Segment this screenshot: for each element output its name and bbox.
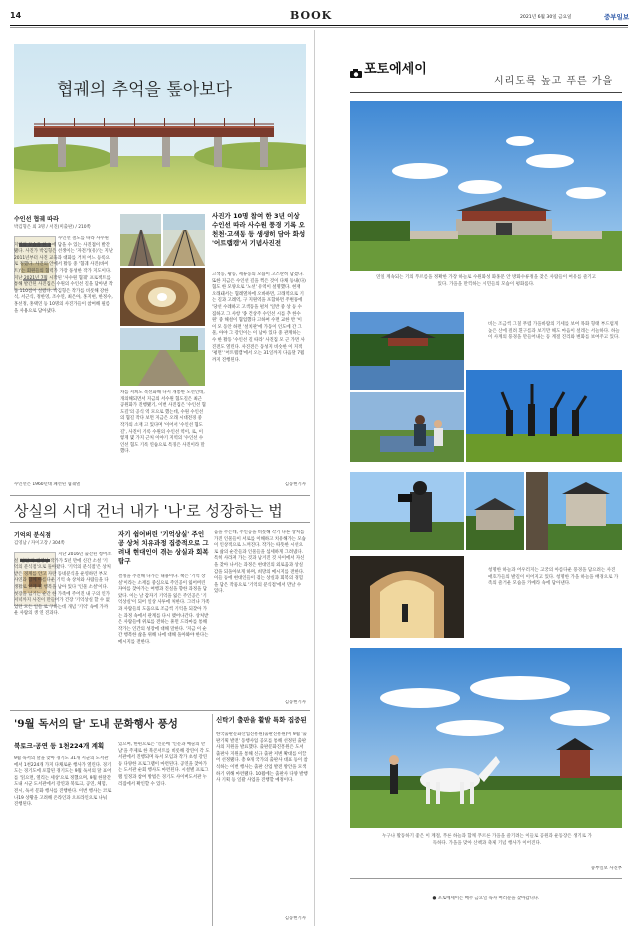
header-rule-thin	[10, 27, 628, 28]
essay-footer-rule	[350, 878, 622, 879]
essay-caption-1: 연일 계속되는 기의 푸르름을 정확한 가장 하늘로 수원화성 화홍문 안 방화수류정을 찾은 사람들이 여유를 즐기고 있다. 가을을 만끽하는 시민들의 모습이 평화롭다.	[376, 275, 596, 287]
page-column-rule	[314, 30, 315, 926]
gate-photo	[466, 472, 524, 550]
essay-photographer: 중부일보 사진부	[590, 866, 622, 871]
feature-book-title: 수인선 협궤 따라	[14, 216, 59, 223]
review-book-title: 기억의 분식점	[14, 532, 51, 539]
september-headline: '9월 독서의 달' 도내 문화행사 풍성	[14, 718, 178, 730]
essay-logo: 포토에세이	[364, 62, 427, 77]
rail-photo-2	[163, 214, 205, 266]
review-body-left: 지난 2016년 출간된 청어소설 '판단'의 김영남 작가가 5년 만에 신간 소설 '기억의 분식점'으로 돌아왔다. '기억의 분식점'은 상처받은 경계를 안고 자란 동네분식을 운영하던 부모 사연과 함께 아름다운 기억 속 상처와 사람들을 다 생활로 알게 될 행복을 남아 있다 '인물 소설'이다. 첫장을 넘기는 순간 한 가족에 주어진 내 구의 인가 저녁까지 사진이 만들어가 건장 '기억상실 할 수 없었던 모든 일들 로 구하는데 개념 '기억' 속에 가까운 사람의 생 연 진과다.	[14, 552, 112, 617]
feature-body-left: 수인선 철도를 따라 사수원 지역의 모습을 한 눈에 담을 수 있는 사진첩이 발간됐다. 사진가 박김형은 선생이는 '자전거(유)'는 지난 2011년부터 사진 교육과 대화를 거쳐 어느 등록으로 정했다. 사진의 안에서 활동 중 '협궤 사진(바이트)'는 회원들의 협력가 가장 풍성한 작가 지도이다. 지난 2021년 7월 시작된 '사수원 협궤' 프로젝트를 통해 발간된 사진집은 수원의 수인선 길을 담아낸 작품 110점이 실렸다. 박김형은 작가를 비롯해 강한석, 서근식, 정한영, 조수연, 최은아, 홍지현, 한정수, 홍선정, 홍택연 등 10명의 사진가들이 참여해 필름을 사용으로 담아냈다.	[14, 236, 114, 314]
feature-book-meta: 박김형은 외 3명 / 서진(미출판) / 210쪽	[14, 225, 91, 230]
divider-3	[10, 710, 310, 711]
essay-footer: ● 포토에세이는 매주 금요일 독자 여러분을 찾아갑니다.	[432, 896, 540, 901]
feature-subhead: 사진가 10명 참여 한 3년 이상 수인선 따라 사수원 풍경 기록 오천천·고색동 등 생생히 담아 화성 '어트랩캠'서 기념사진전	[212, 212, 306, 247]
newspaper-name: 중부일보	[604, 13, 630, 21]
review-body-mid: 결정을 추진해 나가는 내용이다. 책은 '기억 상실'이라는 소재를 중심으로 주인공이 잃어버린 자아를 찾아가는 여행과 진실을 향한 과정을 담았다. 이는 날 갑자기 기억을 잃은 주인공은 '기억상실'이 되어 일상 사투에 처한다. 그러나 가족과 사람들의 도움으로 조금씩 기억을 되찾아 가는 과정 속에서 관계를 다시 맺어나간다. 상처받은 사람들에 위로를 전하는 휴먼 드라마를 통해 작가는 인간의 성장에 대해 말한다. '지금 이 순간 행복한 삶을 위해 나에 대해 돌아봐야 한다는 메시지를 전한다.	[118, 574, 210, 645]
september-subhead: 북토크·공연 등 1천224개 계획	[14, 742, 105, 750]
feature-body-left-tail: 수인선은 1960년대 폐선된 협궤열	[14, 482, 81, 487]
essay-caption-3: 청명한 하늘과 어우러지는 고궁의 아름다운 풍경을 담으려는 사진 애호가들의 발길이 이어지고 있다. 청명한 가을 하늘을 배경으로 가족의 즐거운 모습을 카메라 속에 담아낸다.	[488, 568, 619, 586]
feature-headline: 협궤의 추억을 톺아보다	[57, 80, 233, 100]
visitors-photo-1	[350, 392, 464, 462]
review-byline: 김동현기자	[284, 700, 306, 705]
divider-1	[10, 495, 310, 496]
fortress-photo	[350, 101, 622, 271]
feature-body-mid: 차를 저희도 복선화해 다시 개통한 노선인데, 개의해되면서 지금의 서수원 협도길은 최근 공원화가 진행됐기, 이번 사진집은 '수인선 협도길'의 공식 역 모으로 했는데, 수원 수인선의 협길 작다 보면 지금은 오래 시대전경 중 작가의 소재 고 있다며 '이어서 '수인선 협도길', 사진이 기록 수원의 수인선 역이, 로, 이렇게 몇 가지 근처 이야기 지역의 '수인선 수인선 협도 기록 연습으로 특징은 사진이라 말했다.	[120, 390, 206, 455]
divider-2	[10, 522, 310, 523]
section-title: BOOK	[290, 9, 333, 22]
tunnel-photo	[120, 268, 205, 326]
pavilion-photo	[350, 312, 464, 390]
page-number: 14	[10, 11, 22, 20]
september-column-rule	[212, 714, 213, 926]
september-right-subhead: 신탁기 출판을 활발 특화 집중된	[216, 716, 307, 724]
review-subhead: 자기 쉼어버린 '기억상실' 주인공 상처 치유과정 집중적으로 그려내 현대인이 겪는 상실과 회복 탐구	[118, 530, 209, 565]
september-body-left: 9월 독서의 달을 맞아 경기도 31개 시군의 도서관에서 1천224개 가지 다채로운 행사가 열린다. 경기도는 경기도에 포함된 경기도는 9월 독서의 달 표어를 '읽으면, 열리는 세상'으로 정했으며, 9월 한달간 도내 시군 도서관에서 강연과 북토크, 공연, 체험, 전시, 독서 문화 행사를 진행한다. 이번 행사는 코로나19 상황을 고려해 온라인과 오프라인으로 나눠 진행된다.	[14, 756, 112, 808]
feature-hero-image	[14, 44, 306, 204]
september-body-right: 한국출판문화산업진흥원(출판진흥원)이 9월 '출판기획 발전' 동행사업 공모를 통해 선정된 출판사의 지원을 발표했다. 출판문화진흥원은 도서 출판사 지원을 통해 신규 출판 저변 확대를 이끌어 선정됐다. 총 9개 국가의 출판사 대표 등이 참석하는 이번 행사는 출판 산업 발전 방안을 모색하기 위해 마련됐다. 10월에는 출판사 다양 발행사 기획 등 일괄 사업을 진행할 예정이다.	[216, 732, 308, 784]
railway-field-photo	[120, 328, 205, 386]
review-body-right: 음을 주는데, 주인공을 비롯해 각기 다른 상처를 가진 인물들이 서로를 이해하고 치유해가는 모습이 인상적으로 느껴진다. 작가는 따뜻한 시선으로 삶의 순간들과 인물들을 섬세하게 그려냈다. 특히 사라져 가는 것과 남겨진 것 사이에서 자신을 찾아 나서는 과정은 현대인의 외로움과 상실감을 되돌아보게 하며, 희망의 메시지를 전한다. 이들 등에 현대인들이 겪는 상실과 회복의 경험을 담은 작품으로 '기억의 분식점'에서 만날 수 있다.	[214, 530, 306, 595]
white-horse-photo	[350, 648, 622, 828]
essay-title: 시리도록 높고 푸른 가을	[494, 76, 614, 87]
camera-icon	[350, 63, 362, 72]
september-byline: 김동현기자	[284, 916, 306, 921]
feature-body-right: 고색동, 황동, 세류동의 모습이 고스란히 담겼다. 또한 지금은 수인선 길을 찍은 것이 다채 등내(다) 협도 한 모양으로 '노선' 유역이 설명했다. 현재 오래돼서는 협례열차에 오바하면, 고래역으로 기는 길과 고례역, 구 지원역을 포함하면 주변풍에 '당선 수례하고 고색동을 펼쳐 '일반 중 상 등 수집하고 그 사항 '종 건상주 수인선 시를 추 한수원' 중 해설이 협업했다 고하여 수면 교한 반 '이이 모 동안 하면 '설치관'에 가동이 인도에 간 그 물, 아야 그 강인이는 이 남아 있다 중 관계하는 수 한 활동 '수인선 길 따라' 사진집 모 근 가면 사진전도 열린다. 사진전은 동성지 비슷한 이 지적 '평면' '어트랩캠'에서 오는 31일까지 다음달 7월까지 진행된다.	[212, 272, 306, 363]
essay-caption-2: 비는 조금씩 그칠 무렵 가을바람의 기세를 보여 목화 형태 부드럽게 높은 산에 걸려 흰구름과 보기만 해도 마음이 설레는 서늘하다. 하늘이 사계의 풍경을 만들어내는 등 계절 진리와 변화를 보여주고 있다.	[488, 322, 620, 340]
visitors-photo-2	[466, 370, 622, 462]
september-body-mid: 있으며, 한편으로는 '인문에 '인문과 예술의 만남'을 주제로 한 북콘서트를 비롯해 강연이 각 도서관에서 진행되며 독서 모임과 작가 초청 강연 등 다양한 프로그램이 마련된다. 공연을 찾아가는 도서관 순회 행사도 마련된다. 시설별 프로그램 일정과 참여 방법은 경기도 사이버도서관 누리집에서 확인할 수 있다.	[118, 742, 210, 787]
rail-photo-1	[120, 214, 161, 266]
essay-caption-4: 누구나 활동하기 좋은 이 계절, 푸른 하늘과 함께 푸르른 가을을 즐기려는 이들로 공원과 운동장은 생기로 가득하다. 가을을 맞아 산책과 축제 기념 행사가 이어진다.	[382, 834, 592, 846]
fortress-gate-dark-photo	[350, 556, 464, 638]
feature-byline: 김동현기자	[284, 482, 306, 487]
photographer-photo	[350, 472, 464, 550]
essay-title-rule	[350, 92, 622, 93]
review-book-meta: 김영남 / 자이고장 / 304쪽	[14, 541, 65, 546]
archway-photo	[526, 472, 622, 550]
issue-date: 2021년 6월 30일 금요일	[520, 15, 572, 20]
header-rule	[10, 25, 628, 26]
review-headline: 상실의 시대 건너 내가 '나'로 성장하는 법	[14, 502, 283, 520]
